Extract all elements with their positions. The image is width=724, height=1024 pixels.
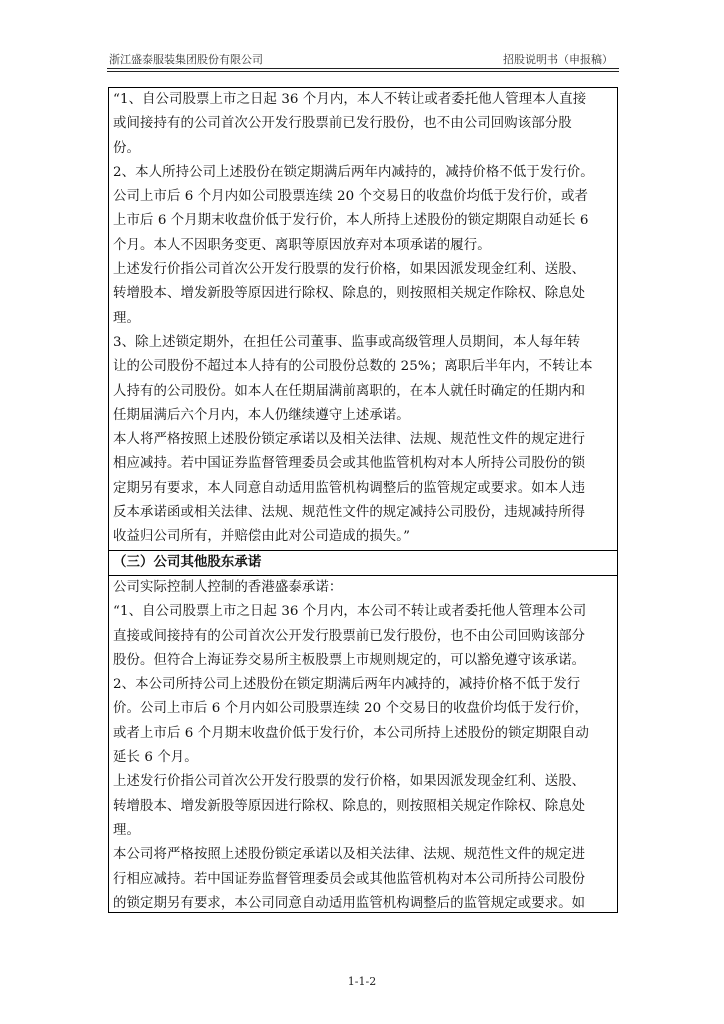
- header-company-name: 浙江盛泰服装集团股份有限公司: [109, 53, 263, 66]
- text-line: 直接或间接持有的公司首次公开发行股票前已发行股份，也不由公司回购该部分: [113, 628, 586, 644]
- text-line: 股份。但符合上海证券交易所主板股票上市规则规定的，可以豁免遵守该承诺。: [113, 652, 586, 668]
- text-line: 任期届满后六个月内，本人仍继续遵守上述承诺。: [113, 407, 410, 423]
- page-number: 1-1-2: [347, 975, 377, 988]
- text-line: 本公司将严格按照上述股份锁定承诺以及相关法律、法规、规范性文件的规定进: [113, 847, 586, 863]
- text-line: “1、自公司股票上市之日起 36 个月内，本人不转让或者委托他人管理本人直接: [113, 92, 587, 107]
- text-line: 理。: [113, 310, 140, 326]
- text-line: 或者上市后 6 个月期末收盘价低于发行价，本公司所持上述股份的锁定期限自动: [113, 725, 590, 741]
- text-line: 反本承诺函或相关法律、法规、规范性文件的规定减持公司股份，违规减持所得: [113, 505, 586, 521]
- text-line: 上述发行价指公司首次公开发行股票的发行价格，如果因派发现金红利、送股、: [113, 262, 586, 278]
- text-line: 本人将严格按照上述股份锁定承诺以及相关法律、法规、规范性文件的规定进行: [113, 432, 586, 448]
- content-table: [108, 87, 618, 913]
- text-line: 的锁定期另有要求，本公司同意自动适用监管机构调整后的监管规定或要求。如: [113, 895, 586, 911]
- text-line: 行相应减持。若中国证券监督管理委员会或其他监管机构对本公司所持公司股份: [113, 871, 586, 887]
- text-line: 理。: [113, 822, 140, 838]
- page-header: [107, 46, 619, 68]
- text-line: 或间接持有的公司首次公开发行股票前已发行股份，也不由公司回购该部分股: [113, 116, 572, 132]
- text-line: 转增股本、增发新股等原因进行除权、除息的，则按照相关规定作除权、除息处: [113, 798, 586, 814]
- header-document-title: 招股说明书（申报稿）: [503, 53, 613, 66]
- text-line: 人持有的公司股份。如本人在任期届满前离职的，在本人就任时确定的任期内和: [113, 383, 586, 399]
- text-line: 公司上市后 6 个月内如公司股票连续 20 个交易日的收盘价均低于发行价，或者: [113, 189, 588, 205]
- section-title: （三）公司其他股东承诺: [113, 554, 262, 570]
- text-line: 上述发行价指公司首次公开发行股票的发行价格，如果因派发现金红利、送股、: [113, 774, 586, 790]
- text-line: 3、除上述锁定期外，在担任公司董事、监事或高级管理人员期间，本人每年转: [113, 334, 581, 350]
- text-line: 2、本人所持公司上述股份在锁定期满后两年内减持的，减持价格不低于发行价。: [113, 164, 594, 180]
- text-line: 转增股本、增发新股等原因进行除权、除息的，则按照相关规定作除权、除息处: [113, 286, 586, 302]
- text-line: 价。公司上市后 6 个月内如公司股票连续 20 个交易日的收盘价均低于发行价，: [113, 701, 588, 717]
- text-line: 上市后 6 个月期末收盘价低于发行价，本人所持上述股份的锁定期限自动延长 6: [113, 213, 589, 229]
- header-rule: [107, 68, 619, 72]
- text-line: 收益归公司所有，并赔偿由此对公司造成的损失。”: [113, 529, 411, 545]
- text-line: 定期另有要求，本人同意自动适用监管机构调整后的监管规定或要求。如本人违: [113, 480, 586, 496]
- text-line: 让的公司股份不超过本人持有的公司股份总数的 25%；离职后半年内，不转让本: [113, 359, 593, 375]
- text-line: 相应减持。若中国证券监督管理委员会或其他监管机构对本人所持公司股份的锁: [113, 456, 586, 472]
- text-line: 份。: [113, 140, 140, 156]
- section-heading-cell: [109, 551, 617, 576]
- commitment-cell-other-shareholders: [109, 576, 617, 913]
- text-line: 公司实际控制人控制的香港盛泰承诺：: [113, 579, 343, 595]
- commitment-cell-director: [109, 88, 617, 551]
- text-line: 延长 6 个月。: [113, 750, 198, 766]
- text-line: 2、本公司所持公司上述股份在锁定期满后两年内减持的，减持价格不低于发行: [113, 677, 581, 693]
- text-line: “1、自公司股票上市之日起 36 个月内，本公司不转让或者委托他人管理本公司: [113, 604, 587, 620]
- text-line: 个月。本人不因职务变更、离职等原因放弃对本项承诺的履行。: [113, 237, 491, 253]
